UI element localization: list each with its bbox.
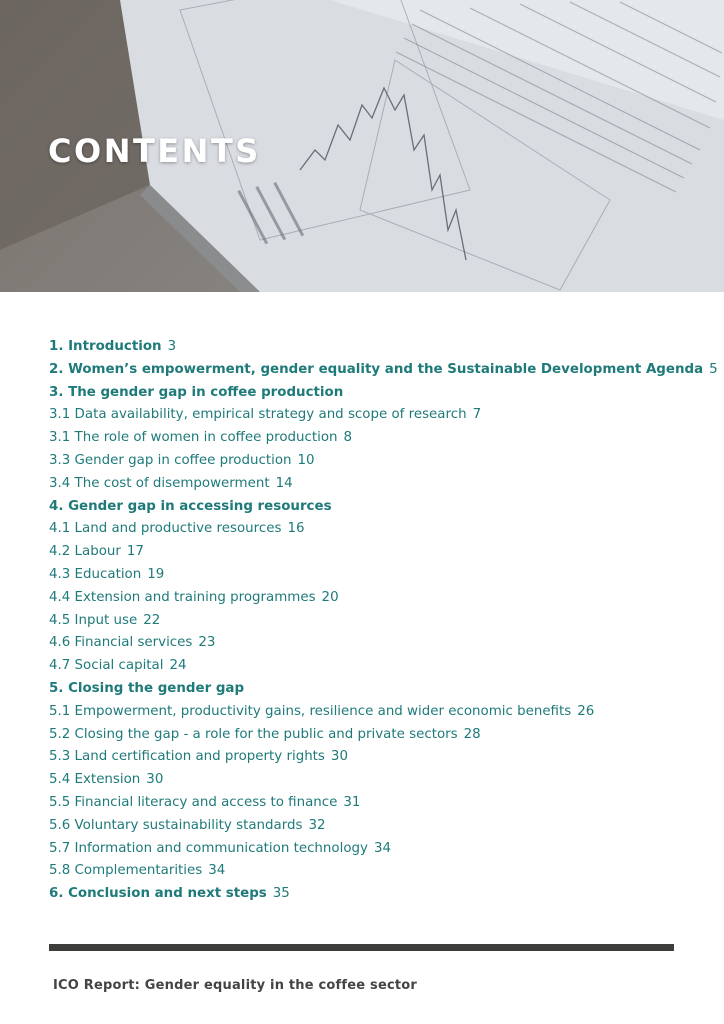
toc-entry-page: 10 [297, 452, 315, 468]
table-of-contents [49, 336, 718, 906]
toc-entry-label: 5.3 Land certification and property rights [49, 749, 325, 765]
toc-entry[interactable] [49, 564, 699, 587]
toc-entry-label: 1. Introduction [49, 339, 162, 354]
toc-entry-label: 4.1 Land and productive resources [49, 521, 282, 537]
toc-entry-label: 3.4 The cost of disempowerment [49, 475, 270, 491]
toc-entry-label: 4.5 Input use [49, 612, 138, 628]
toc-entry-label: 3.1 The role of women in coffee production [49, 430, 338, 446]
toc-entry-page: 30 [146, 772, 164, 788]
toc-entry[interactable] [49, 336, 699, 359]
toc-entry[interactable] [49, 382, 699, 405]
toc-entry[interactable] [49, 541, 699, 564]
toc-entry-label: 5.7 Information and communication technology [49, 840, 368, 856]
toc-entry[interactable] [49, 450, 699, 473]
toc-entry[interactable] [49, 610, 699, 633]
toc-entry-label: 6. Conclusion and next steps [49, 886, 267, 902]
toc-entry-page: 20 [321, 589, 339, 605]
toc-entry-label: 5.8 Complementarities [49, 863, 203, 879]
toc-entry-label: 3.1 Data availability, empirical strategy and scope of research [49, 407, 467, 423]
toc-entry[interactable] [49, 678, 699, 701]
toc-entry-label: 5.2 Closing the gap - a role for the public and private sectors [49, 726, 458, 742]
toc-entry-label: 5.6 Voluntary sustainability standards [49, 817, 303, 833]
toc-entry-label: 4.4 Extension and training programmes [49, 589, 316, 605]
toc-entry[interactable] [49, 427, 699, 450]
header-photo [0, 0, 724, 292]
toc-entry[interactable] [49, 632, 699, 655]
toc-entry[interactable] [49, 587, 699, 610]
toc-entry-page: 26 [577, 703, 595, 719]
toc-entry[interactable] [49, 769, 699, 792]
toc-entry[interactable] [49, 701, 699, 724]
footer-divider [49, 944, 674, 951]
toc-entry[interactable] [49, 518, 699, 541]
toc-entry-page: 14 [275, 475, 293, 491]
toc-entry-label: 4.7 Social capital [49, 658, 164, 674]
toc-entry-page: 30 [330, 749, 348, 765]
toc-entry-label: 3. The gender gap in coffee production [49, 384, 344, 400]
toc-entry-label: 3.3 Gender gap in coffee production [49, 452, 292, 468]
toc-entry[interactable] [49, 815, 699, 838]
toc-entry-page: 22 [143, 612, 161, 628]
toc-entry[interactable] [49, 473, 699, 496]
toc-entry-page: 34 [208, 863, 226, 879]
toc-entry-label: 4.6 Financial services [49, 635, 193, 651]
toc-entry[interactable] [49, 404, 699, 427]
toc-entry-page: 31 [343, 794, 361, 810]
toc-entry-page: 19 [147, 566, 165, 582]
toc-entry-page: 32 [308, 817, 326, 833]
toc-entry-page: 5 [709, 361, 718, 377]
toc-entry[interactable] [49, 860, 699, 883]
toc-entry[interactable] [49, 496, 699, 519]
toc-entry-page: 8 [343, 430, 353, 446]
toc-entry[interactable] [49, 838, 699, 861]
toc-entry-page: 23 [198, 635, 216, 651]
toc-entry-page: 24 [169, 658, 187, 674]
toc-entry[interactable] [49, 724, 699, 747]
toc-entry-page: 35 [272, 886, 290, 902]
toc-entry-page: 28 [463, 726, 481, 742]
toc-entry[interactable] [49, 746, 699, 769]
toc-entry-page: 3 [167, 339, 177, 354]
toc-entry-page: 16 [287, 521, 305, 537]
toc-entry-label: 2. Women’s empowerment, gender equality and the Sustainable Development Agenda [49, 361, 704, 377]
footer-text: ICO Report: Gender equality in the coffee sector [53, 978, 418, 993]
toc-entry[interactable] [49, 792, 699, 815]
toc-entry-label: 5.1 Empowerment, productivity gains, resilience and wider economic benefits [49, 703, 572, 719]
toc-entry-label: 5. Closing the gender gap [49, 680, 245, 696]
toc-entry-page: 17 [126, 544, 144, 560]
toc-entry-label: 5.5 Financial literacy and access to finance [49, 794, 338, 810]
toc-entry[interactable] [49, 883, 699, 906]
toc-entry-label: 4.2 Labour [49, 544, 121, 560]
page-title: CONTENTS [48, 132, 261, 170]
toc-entry-page: 7 [472, 407, 482, 423]
toc-entry[interactable] [49, 359, 718, 382]
toc-entry[interactable] [49, 655, 699, 678]
toc-entry-label: 5.4 Extension [49, 772, 141, 788]
toc-entry-label: 4. Gender gap in accessing resources [49, 498, 332, 514]
toc-entry-label: 4.3 Education [49, 566, 142, 582]
toc-entry-page: 34 [373, 840, 391, 856]
